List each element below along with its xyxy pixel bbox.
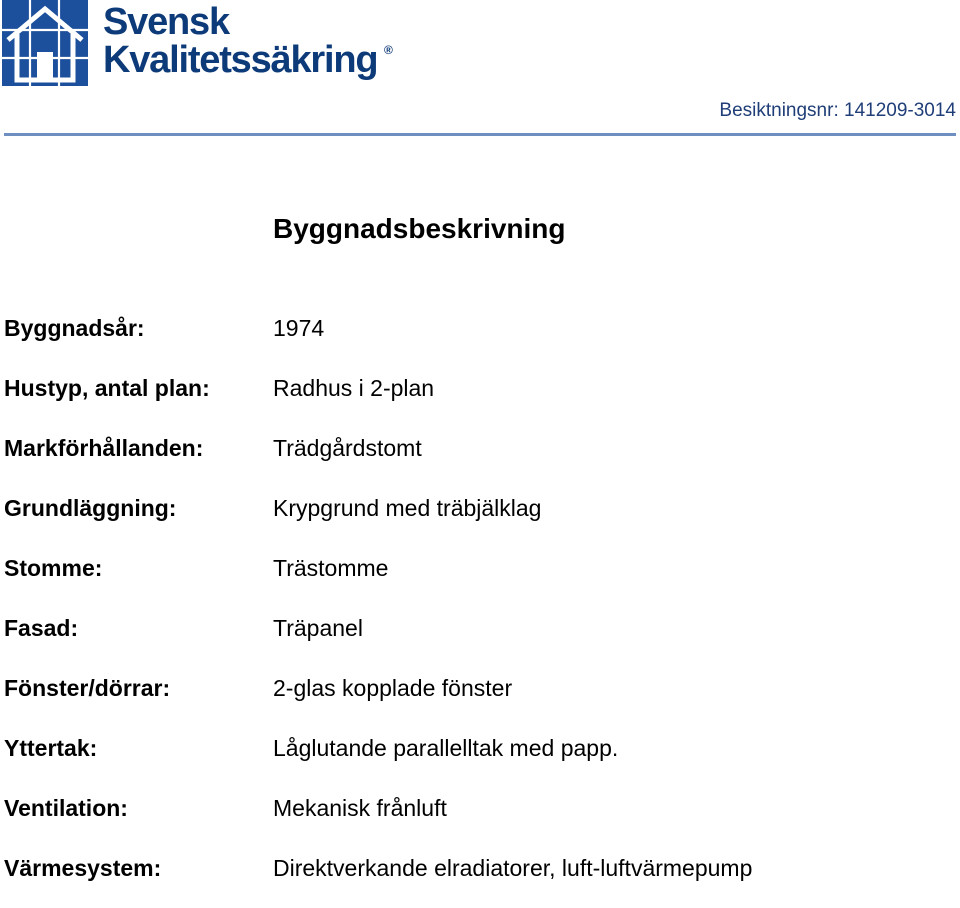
field-label: Värmesystem: bbox=[4, 855, 162, 881]
field-row bbox=[0, 428, 960, 488]
field-row bbox=[0, 308, 960, 368]
building-description-list bbox=[0, 308, 960, 908]
field-label: Ventilation: bbox=[4, 795, 128, 821]
field-row bbox=[0, 848, 960, 908]
field-row bbox=[0, 668, 960, 728]
field-value: Trädgårdstomt bbox=[273, 435, 422, 461]
field-row bbox=[0, 788, 960, 848]
field-label: Fönster/dörrar: bbox=[4, 675, 171, 701]
brand-name-line2: Kvalitetssäkring bbox=[103, 39, 378, 81]
field-value: Låglutande parallelltak med papp. bbox=[273, 735, 619, 761]
field-label: Fasad: bbox=[4, 615, 79, 641]
page-header bbox=[0, 0, 960, 140]
brand-name-line1: Svensk bbox=[103, 1, 229, 43]
field-value: Radhus i 2-plan bbox=[273, 375, 435, 401]
field-value: Träpanel bbox=[273, 615, 363, 641]
field-value: 2-glas kopplade fönster bbox=[273, 675, 513, 701]
page-title: Byggnadsbeskrivning bbox=[273, 213, 566, 244]
field-value: 1974 bbox=[273, 315, 325, 341]
header-divider bbox=[4, 133, 956, 136]
field-label: Byggnadsår: bbox=[4, 315, 145, 341]
field-row bbox=[0, 608, 960, 668]
brand-wordmark bbox=[103, 1, 378, 81]
field-row bbox=[0, 488, 960, 548]
field-row bbox=[0, 548, 960, 608]
field-row bbox=[0, 728, 960, 788]
field-value: Direktverkande elradiatorer, luft-luftvärmepump bbox=[273, 855, 753, 881]
field-value: Krypgrund med träbjälklag bbox=[273, 495, 542, 521]
field-row bbox=[0, 368, 960, 428]
field-label: Yttertak: bbox=[4, 735, 98, 761]
registered-mark: ® bbox=[384, 43, 393, 57]
field-value: Mekanisk frånluft bbox=[273, 795, 447, 821]
inspection-number: Besiktningsnr: 141209-3014 bbox=[719, 100, 956, 121]
house-logo-icon bbox=[2, 0, 88, 86]
field-value: Trästomme bbox=[273, 555, 389, 581]
field-label: Markförhållanden: bbox=[4, 435, 204, 461]
field-label: Grundläggning: bbox=[4, 495, 177, 521]
field-label: Hustyp, antal plan: bbox=[4, 375, 210, 401]
field-label: Stomme: bbox=[4, 555, 103, 581]
